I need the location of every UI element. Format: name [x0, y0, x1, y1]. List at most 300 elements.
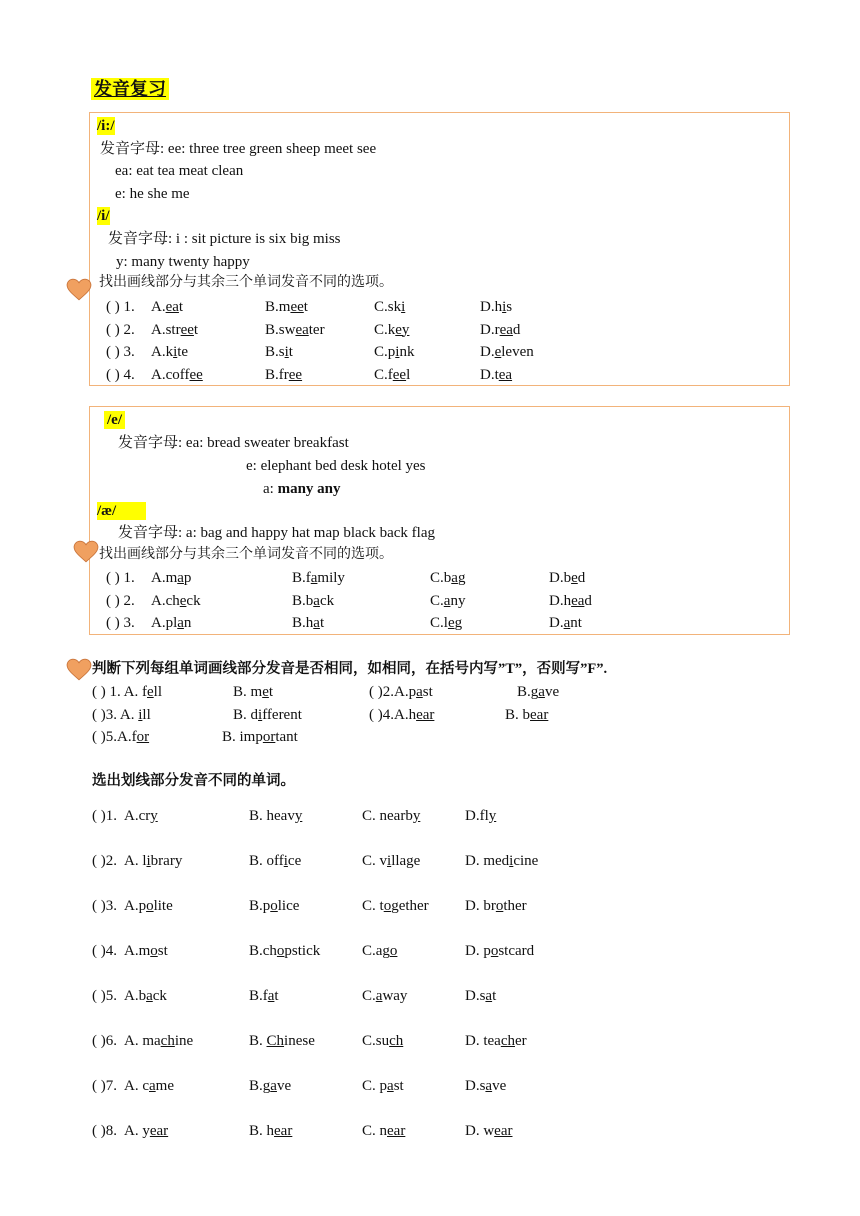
option-suffix: fferent — [262, 706, 302, 723]
option-a — [124, 942, 168, 960]
option-prefix: C.p — [374, 344, 396, 360]
e-label: /e/ — [104, 411, 125, 429]
option-suffix: ck — [186, 592, 201, 609]
question-number: ( ) 1. — [106, 299, 135, 315]
ea-line-2: 发音字母: ea: bread sweater breakfast — [118, 435, 349, 451]
option-prefix: C.b — [430, 570, 452, 586]
question-number: ( ) 4. — [106, 366, 135, 383]
underlined-letters: ee — [180, 321, 194, 338]
underlined-letters: i — [502, 299, 507, 315]
option-suffix: nk — [399, 344, 415, 360]
heart-icon — [66, 277, 92, 303]
option-c — [430, 569, 465, 587]
judge-item-b — [222, 728, 298, 746]
question-number: ( ) 2. — [106, 592, 135, 609]
option-suffix: ve — [544, 684, 560, 700]
underlined-letters: a — [485, 988, 493, 1004]
option-prefix: C. — [430, 592, 444, 609]
underlined-letters: a — [485, 1078, 493, 1094]
question-number: ( )8. — [92, 1123, 117, 1139]
option-c — [362, 942, 397, 960]
option-d — [465, 1077, 506, 1095]
option-c — [362, 1122, 405, 1140]
option-prefix: C.sk — [374, 299, 402, 315]
underlined-letters: o — [146, 898, 154, 914]
underlined-letters: i — [387, 853, 392, 869]
option-c — [362, 1077, 404, 1095]
option-a — [151, 592, 201, 610]
option-suffix: ce — [287, 853, 302, 869]
underlined-letters: or — [262, 729, 276, 745]
option-b — [265, 343, 293, 361]
option-suffix: st — [393, 1078, 404, 1094]
option-prefix: A. l — [124, 853, 147, 869]
underlined-letters: o — [389, 943, 398, 959]
option-a — [124, 852, 182, 870]
section-3-instruction: 判断下列每组单词画线部分发音是否相同，如相同，在括号内写”T”，否则写”F”. — [92, 661, 608, 677]
option-d — [465, 942, 534, 960]
option-c — [362, 852, 420, 870]
underlined-letters: i — [395, 344, 400, 360]
option-suffix: lite — [153, 898, 173, 914]
underlined-letters: i — [258, 706, 263, 723]
underlined-letters: a — [313, 615, 320, 631]
i-line: 发音字母: i : sit picture is six big miss — [108, 231, 341, 247]
underlined-letters: o — [490, 943, 499, 959]
option-prefix: B.ch — [249, 943, 277, 959]
option-b — [292, 592, 334, 610]
option-prefix: B. heav — [249, 808, 295, 824]
underlined-letters: ee — [189, 366, 203, 383]
ae-label: /æ/ — [97, 502, 146, 520]
option-d — [465, 897, 527, 915]
underlined-letters: a — [443, 592, 451, 609]
option-c — [430, 614, 462, 632]
underlined-letters: y — [412, 808, 421, 824]
underlined-letters: ea — [571, 592, 585, 609]
option-prefix: D.s — [465, 988, 486, 1004]
option-prefix: B.p — [249, 898, 271, 914]
option-b — [249, 897, 299, 915]
page-title: 发音复习 — [91, 78, 169, 100]
option-suffix: nt — [570, 615, 582, 631]
judge-item-a2 — [369, 683, 433, 701]
question-number: ( )2. — [92, 853, 117, 869]
option-a — [151, 569, 191, 587]
underlined-letters: a — [177, 615, 184, 631]
option-suffix: g — [457, 570, 466, 586]
underlined-letters: i — [146, 853, 151, 869]
underlined-letters: ear — [530, 706, 549, 723]
option-d — [549, 592, 592, 610]
option-suffix: st — [157, 943, 168, 959]
option-prefix: A.coff — [151, 366, 190, 383]
underlined-letters: o — [276, 943, 285, 959]
option-prefix: B.f — [249, 988, 268, 1004]
judge-item-a — [92, 728, 149, 746]
option-suffix: t — [193, 321, 199, 338]
ea-line: ea: eat tea meat clean — [115, 163, 244, 179]
ae-line: 发音字母: a: bag and happy hat map black back flag — [118, 525, 435, 541]
option-suffix: ll — [142, 706, 151, 723]
option-a — [124, 987, 167, 1005]
underlined-letters: i — [284, 344, 289, 360]
underlined-letters: a — [451, 570, 458, 586]
underlined-letters: o — [495, 898, 504, 914]
option-prefix: D.r — [480, 321, 500, 338]
option-b — [292, 614, 324, 632]
option-prefix: ( ) 1. A. f — [92, 684, 147, 700]
option-prefix: D.t — [480, 366, 499, 383]
option-a — [151, 321, 198, 339]
underlined-letters: a — [267, 988, 275, 1004]
option-prefix: B. h — [249, 1123, 275, 1139]
underlined-letters: e — [147, 684, 154, 700]
judge-item-b2 — [517, 683, 559, 701]
option-d — [549, 569, 585, 587]
option-suffix: leven — [501, 344, 534, 360]
underlined-letters: e — [262, 684, 269, 700]
underlined-letters: ch — [500, 1033, 515, 1049]
underlined-letters: ee — [288, 366, 303, 383]
option-prefix: B.g — [249, 1078, 271, 1094]
underlined-letters: a — [538, 684, 545, 700]
underlined-letters: ch — [389, 1033, 404, 1049]
option-prefix: A. ma — [124, 1033, 161, 1049]
option-suffix: brary — [150, 853, 183, 869]
option-suffix: s — [506, 299, 513, 315]
option-a — [151, 366, 203, 384]
option-c — [430, 592, 465, 610]
option-b — [265, 298, 308, 316]
underlined-letters: a — [375, 988, 383, 1004]
option-prefix: C.su — [362, 1033, 390, 1049]
underlined-letters: or — [136, 729, 150, 745]
question-number: ( ) 3. — [106, 344, 135, 360]
option-suffix: st — [422, 684, 433, 700]
a-words: many any — [277, 481, 341, 497]
option-suffix: t — [274, 988, 279, 1004]
underlined-letters: ea — [295, 321, 309, 338]
option-prefix: D. — [549, 615, 564, 631]
underlined-letters: a — [313, 592, 320, 609]
option-suffix: er — [515, 1033, 527, 1049]
option-prefix: B.s — [265, 344, 285, 360]
underlined-letters: e — [179, 592, 187, 609]
option-suffix: l — [406, 366, 411, 383]
option-prefix: A. c — [124, 1078, 149, 1094]
judge-item-a2 — [369, 706, 434, 724]
option-prefix: D.fl — [465, 808, 489, 824]
underlined-letters: o — [150, 943, 158, 959]
ee-line: 发音字母: ee: three tree green sheep meet see — [100, 141, 377, 157]
underlined-letters: a — [387, 1078, 394, 1094]
option-b — [249, 1032, 315, 1050]
option-suffix: t — [268, 684, 274, 700]
question-number: ( ) 3. — [106, 615, 135, 631]
option-prefix: D. — [480, 344, 495, 360]
underlined-letters: ee — [290, 299, 304, 315]
option-suffix: ther — [503, 898, 527, 914]
underlined-letters: ea — [499, 321, 513, 338]
option-b — [249, 1077, 291, 1095]
underlined-letters: ear — [416, 706, 435, 723]
option-prefix: C.ag — [362, 943, 390, 959]
option-prefix: B. imp — [222, 729, 263, 745]
y-line: y: many twenty happy — [116, 254, 250, 270]
underlined-letters: ear — [387, 1123, 406, 1139]
option-prefix: A.m — [151, 570, 178, 586]
option-prefix: B. d — [233, 706, 259, 723]
heart-icon — [66, 657, 92, 683]
option-prefix: B.fr — [265, 366, 289, 383]
option-suffix: inese — [284, 1033, 315, 1049]
judge-item-a — [92, 683, 162, 701]
option-suffix: t — [492, 988, 497, 1004]
option-suffix: ll — [153, 684, 163, 700]
option-suffix: ter — [308, 321, 325, 338]
underlined-letters: ear — [149, 1123, 169, 1139]
option-prefix: A.ch — [151, 592, 180, 609]
option-prefix: A.k — [151, 344, 174, 360]
underlined-letters: ey — [395, 321, 410, 338]
option-a — [124, 1077, 174, 1095]
underlined-letters: o — [270, 898, 278, 914]
option-prefix: A. y — [124, 1123, 150, 1139]
underlined-letters: e — [447, 615, 455, 631]
option-prefix: C. v — [362, 853, 388, 869]
underlined-letters: ea — [165, 299, 179, 315]
option-c — [374, 321, 409, 339]
option-suffix: d — [512, 321, 521, 338]
option-suffix: ck — [319, 592, 335, 609]
option-prefix: B. — [249, 1033, 267, 1049]
option-b — [249, 987, 279, 1005]
judge-item-a — [92, 706, 151, 724]
option-suffix: te — [177, 344, 189, 360]
option-c — [362, 1032, 403, 1050]
a-line — [263, 480, 341, 498]
underlined-letters: e — [494, 344, 502, 360]
option-d — [465, 807, 496, 825]
underlined-letters: a — [177, 570, 184, 586]
option-prefix: C.l — [430, 615, 448, 631]
option-prefix: C. nearb — [362, 808, 413, 824]
option-a — [124, 807, 158, 825]
option-suffix: ve — [276, 1078, 292, 1094]
option-prefix: ( )2.A.p — [369, 684, 417, 700]
judge-item-b — [233, 683, 273, 701]
option-a — [151, 298, 183, 316]
option-d — [465, 852, 538, 870]
option-prefix: B. off — [249, 853, 284, 869]
option-suffix: ve — [492, 1078, 507, 1094]
e-line: e: he she me — [115, 186, 190, 202]
underlined-letters: a — [149, 1078, 156, 1094]
option-prefix: D. tea — [465, 1033, 501, 1049]
option-prefix: D. w — [465, 1123, 495, 1139]
option-suffix: way — [382, 988, 408, 1004]
underlined-letters: ee — [392, 366, 407, 383]
option-c — [362, 897, 429, 915]
option-suffix: t — [319, 615, 325, 631]
option-prefix: C. — [362, 988, 376, 1004]
underlined-letters: o — [383, 898, 392, 914]
option-d — [549, 614, 582, 632]
option-prefix: A.str — [151, 321, 181, 338]
option-b — [249, 942, 320, 960]
option-prefix: B.b — [292, 592, 314, 609]
option-prefix: D.h — [480, 299, 503, 315]
option-suffix: t — [288, 344, 293, 360]
option-c — [362, 987, 407, 1005]
underlined-letters: y — [294, 808, 303, 824]
e-line-2: e: elephant bed desk hotel yes — [246, 458, 426, 474]
option-prefix: ( )3. A. — [92, 706, 139, 723]
underlined-letters: ch — [160, 1033, 175, 1049]
underlined-letters: a — [310, 570, 318, 586]
a-prefix: a: — [263, 481, 274, 497]
option-prefix: C.f — [374, 366, 393, 383]
option-prefix: D.h — [549, 592, 572, 609]
option-prefix: D. br — [465, 898, 496, 914]
underlined-letters: ear — [494, 1123, 513, 1139]
underlined-letters: a — [146, 988, 153, 1004]
underlined-letters: a — [270, 1078, 277, 1094]
option-prefix: B. m — [233, 684, 263, 700]
option-prefix: ( )4.A.h — [369, 706, 417, 723]
option-c — [374, 298, 405, 316]
underlined-letters: y — [488, 808, 497, 824]
option-suffix: ck — [152, 988, 167, 1004]
option-suffix: t — [178, 299, 184, 315]
option-suffix: ine — [174, 1033, 194, 1049]
option-a — [124, 1122, 168, 1140]
option-prefix: B.sw — [265, 321, 296, 338]
option-a — [124, 897, 173, 915]
underlined-letters: i — [509, 853, 514, 869]
underlined-letters: i — [138, 706, 143, 723]
option-a — [124, 1032, 193, 1050]
option-prefix: C. t — [362, 898, 384, 914]
option-d — [480, 343, 534, 361]
option-c — [374, 366, 410, 384]
option-prefix: C. p — [362, 1078, 388, 1094]
underlined-letters: a — [416, 684, 423, 700]
option-suffix: t — [303, 299, 308, 315]
option-suffix: pstick — [284, 943, 321, 959]
option-a — [151, 614, 191, 632]
underlined-letters: a — [563, 615, 571, 631]
option-suffix: tant — [275, 729, 298, 745]
option-prefix: D. p — [465, 943, 491, 959]
option-prefix: A.b — [124, 988, 147, 1004]
option-prefix: A.m — [124, 943, 151, 959]
section-4-instruction: 选出划线部分发音不同的单词。 — [92, 773, 295, 789]
option-suffix: n — [183, 615, 192, 631]
option-b — [249, 852, 301, 870]
question-number: ( )5. — [92, 988, 117, 1004]
option-prefix: B. b — [505, 706, 531, 723]
option-suffix: ny — [450, 592, 466, 609]
option-suffix: mily — [317, 570, 345, 586]
heart-icon — [73, 539, 99, 565]
underlined-letters: i — [401, 299, 406, 315]
section-2-instruction: 找出画线部分与其余三个单词发音不同的选项。 — [99, 547, 393, 562]
underlined-letters: i — [283, 853, 288, 869]
option-prefix: A.pl — [151, 615, 178, 631]
underlined-letters: Ch — [266, 1033, 285, 1049]
question-number: ( ) 1. — [106, 570, 135, 586]
option-a — [151, 343, 188, 361]
underlined-letters: ea — [498, 366, 513, 383]
option-d — [465, 1122, 512, 1140]
option-b — [265, 321, 325, 339]
underlined-letters: e — [571, 570, 578, 586]
option-prefix: A.cr — [124, 808, 151, 824]
option-c — [362, 807, 420, 825]
option-prefix: ( )5.A.f — [92, 729, 137, 745]
option-suffix: cine — [513, 853, 539, 869]
question-number: ( )1. — [92, 808, 117, 824]
question-number: ( )7. — [92, 1078, 117, 1094]
question-number: ( )3. — [92, 898, 117, 914]
option-b — [249, 807, 302, 825]
option-d — [480, 321, 520, 339]
option-b — [265, 366, 302, 384]
option-prefix: A. — [151, 299, 166, 315]
option-suffix: d — [577, 570, 586, 586]
i-short-label: /i/ — [97, 208, 110, 224]
underlined-letters: ear — [274, 1123, 293, 1139]
option-suffix: me — [155, 1078, 174, 1094]
option-b — [292, 569, 345, 587]
question-number: ( )6. — [92, 1033, 117, 1049]
underlined-letters: y — [150, 808, 158, 824]
option-prefix: B.m — [265, 299, 291, 315]
option-suffix: p — [183, 570, 192, 586]
option-d — [465, 1032, 527, 1050]
underlined-letters: i — [173, 344, 178, 360]
question-number: ( )4. — [92, 943, 117, 959]
option-suffix: stcard — [498, 943, 535, 959]
option-prefix: D.s — [465, 1078, 486, 1094]
option-suffix: llage — [391, 853, 421, 869]
option-d — [480, 366, 512, 384]
judge-item-b — [233, 706, 302, 724]
option-d — [480, 298, 512, 316]
judge-item-b2 — [505, 706, 548, 724]
section-1-instruction: 找出画线部分与其余三个单词发音不同的选项。 — [99, 275, 393, 290]
option-prefix: C.k — [374, 321, 396, 338]
option-prefix: B.h — [292, 615, 314, 631]
option-prefix: B.f — [292, 570, 311, 586]
option-suffix: g — [454, 615, 463, 631]
option-suffix: lice — [277, 898, 300, 914]
i-long-label: /i:/ — [97, 118, 115, 134]
option-prefix: A.p — [124, 898, 147, 914]
option-d — [465, 987, 496, 1005]
question-number: ( ) 2. — [106, 321, 135, 338]
option-prefix: D. med — [465, 853, 510, 869]
option-c — [374, 343, 414, 361]
option-suffix: gether — [391, 898, 429, 914]
option-prefix: C. n — [362, 1123, 388, 1139]
option-prefix: D.b — [549, 570, 572, 586]
option-b — [249, 1122, 292, 1140]
option-suffix: d — [584, 592, 592, 609]
option-prefix: B.g — [517, 684, 539, 700]
